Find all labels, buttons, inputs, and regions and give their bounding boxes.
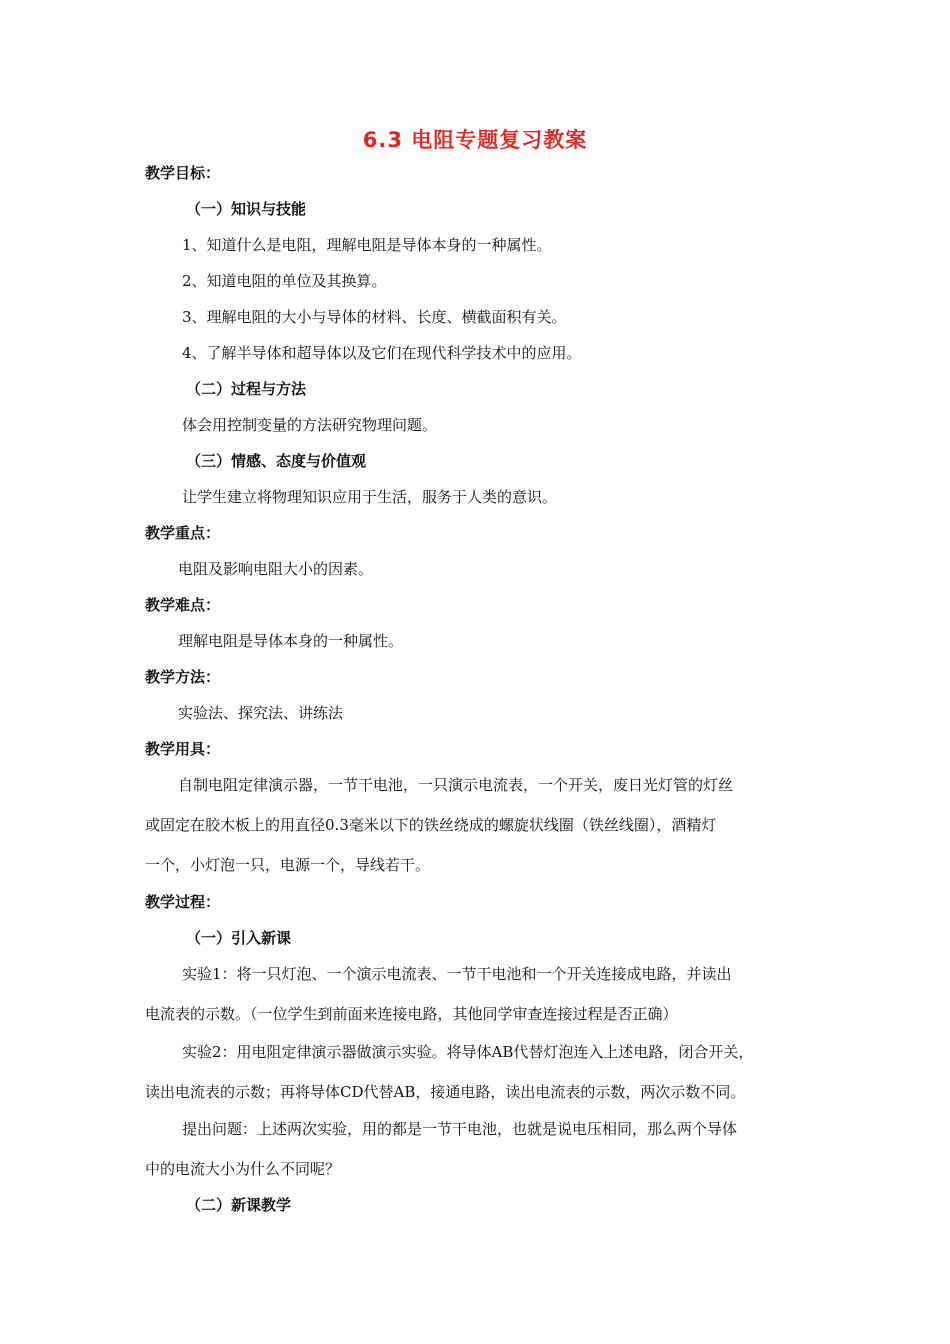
tools-line: 一个，小灯泡一只，电源一个，导线若干。	[145, 856, 431, 874]
experiment-1-line: 实验1：将一只灯泡、一个演示电流表、一节干电池和一个开关连接成电路，并读出	[182, 965, 732, 983]
method-text: 实验法、探究法、讲练法	[178, 704, 344, 722]
emotion-text: 让学生建立将物理知识应用于生活，服务于人类的意识。	[182, 488, 558, 506]
knowledge-heading: （一）知识与技能	[186, 200, 307, 218]
emotion-heading: （三）情感、态度与价值观	[186, 452, 367, 470]
experiment-1-line: 电流表的示数。（一位学生到前面来连接电路，其他同学审查连接过程是否正确）	[145, 1005, 678, 1023]
knowledge-item: 2、知道电阻的单位及其换算。	[182, 272, 387, 290]
procedure-heading: 教学过程：	[145, 893, 221, 911]
objectives-heading: 教学目标：	[145, 164, 221, 182]
question-line: 提出问题：上述两次实验，用的都是一节干电池，也就是说电压相同，那么两个导体	[182, 1120, 738, 1138]
tools-heading: 教学用具：	[145, 740, 221, 758]
knowledge-item: 3、理解电阻的大小与导体的材料、长度、横截面积有关。	[182, 308, 567, 326]
process-heading: （二）过程与方法	[186, 380, 307, 398]
method-heading: 教学方法：	[145, 668, 221, 686]
knowledge-item: 1、知道什么是电阻，理解电阻是导体本身的一种属性。	[182, 236, 552, 254]
difficulty-heading: 教学难点：	[145, 596, 221, 614]
key-points-heading: 教学重点：	[145, 524, 221, 542]
experiment-2-line: 实验2：用电阻定律演示器做演示实验。将导体AB代替灯泡连入上述电路，闭合开关，	[182, 1043, 754, 1061]
new-lesson-heading: （二）新课教学	[186, 1196, 292, 1214]
intro-heading: （一）引入新课	[186, 929, 292, 947]
question-line: 中的电流大小为什么不同呢？	[145, 1160, 341, 1178]
document-title: 6.3 电阻专题复习教案	[362, 128, 588, 152]
experiment-2-line: 读出电流表的示数；再将导体CD代替AB，接通电路，读出电流表的示数，两次示数不同。	[145, 1083, 746, 1101]
difficulty-text: 理解电阻是导体本身的一种属性。	[178, 632, 404, 650]
tools-line: 自制电阻定律演示器，一节干电池，一只演示电流表，一个开关，废日光灯管的灯丝	[178, 776, 734, 794]
process-text: 体会用控制变量的方法研究物理问题。	[182, 416, 438, 434]
tools-line: 或固定在胶木板上的用直径0.3毫米以下的铁丝绕成的螺旋状线圈（铁丝线圈），酒精灯	[145, 816, 717, 834]
knowledge-item: 4、了解半导体和超导体以及它们在现代科学技术中的应用。	[182, 344, 582, 362]
key-points-text: 电阻及影响电阻大小的因素。	[178, 560, 374, 578]
